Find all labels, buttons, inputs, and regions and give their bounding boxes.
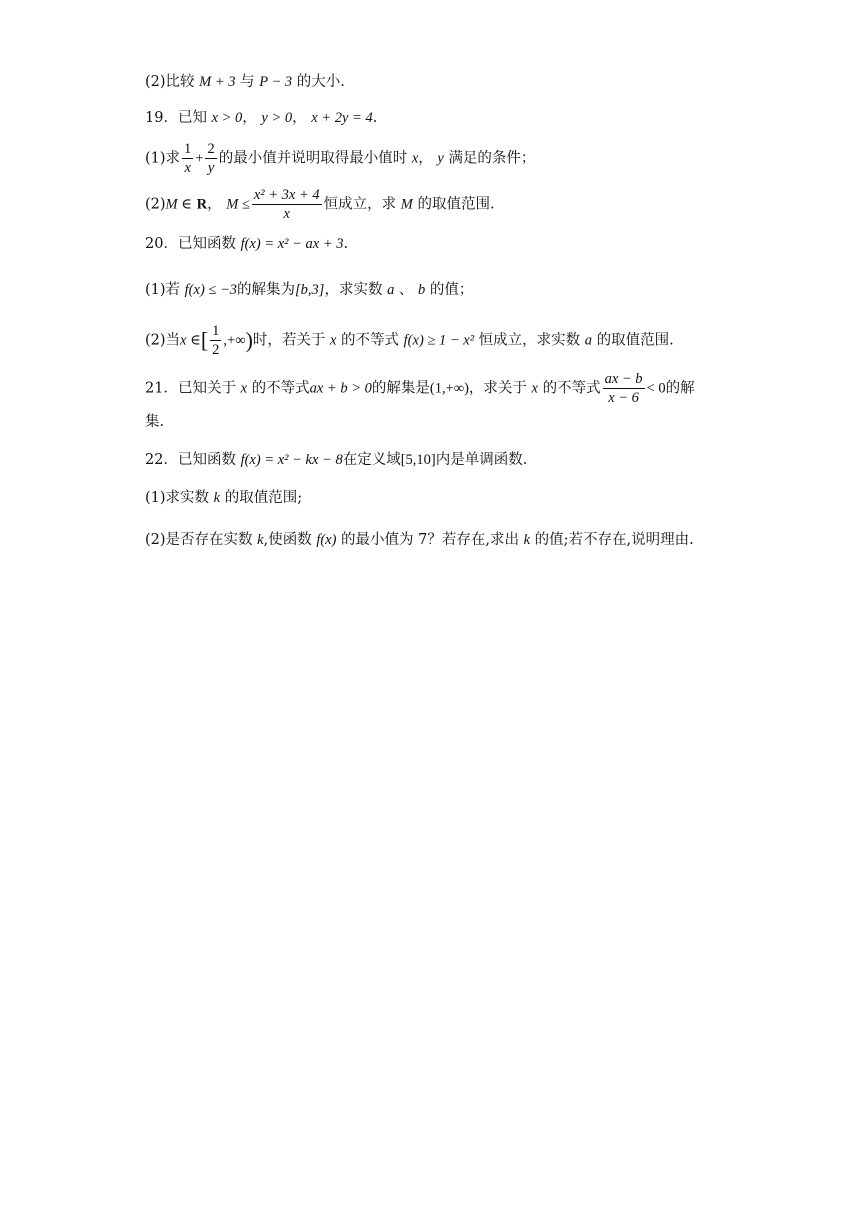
separator: 、 — [398, 282, 414, 298]
denominator: x — [283, 206, 290, 222]
math-expr: x > 0 — [211, 110, 243, 126]
numerator: x² + 3x + 4 — [253, 187, 320, 203]
part-label: (2)当 — [145, 332, 181, 349]
math-var: a — [584, 332, 593, 349]
real-set-symbol: R — [196, 196, 208, 213]
text: 在定义域 — [342, 452, 401, 468]
text: 的不等式 — [341, 332, 400, 349]
math-expr: y > 0 — [261, 110, 293, 126]
fraction — [205, 140, 216, 177]
question-number: 19．已知 — [145, 110, 207, 126]
part-label: (1)若 — [145, 282, 181, 298]
math-expr: < 0 — [646, 380, 666, 397]
math-expr: f(x) = x² − ax + 3 — [240, 236, 344, 252]
text: 的值;若不存在,说明理由. — [534, 532, 694, 548]
text: 的解集为 — [237, 282, 296, 298]
part-label: (2) — [145, 196, 166, 213]
denominator: x − 6 — [608, 390, 639, 406]
q21-continuation — [145, 412, 164, 432]
q20-part1 — [145, 280, 473, 300]
math-var: k — [213, 490, 221, 506]
numerator: 1 — [184, 141, 192, 157]
text: 集. — [145, 414, 165, 430]
part-label: (1)求 — [145, 150, 181, 167]
text: 恒成立，求 — [323, 196, 397, 213]
q21-stem — [145, 370, 695, 407]
separator: ， — [292, 110, 307, 126]
period: . — [372, 110, 378, 126]
question-number: 22．已知函数 — [145, 452, 236, 468]
text: 的取值范围. — [417, 196, 495, 213]
q20-part2: (2)当x ∈[ $\frac{1}{2}$ ,+∞)时，若关于 x 的不等式 f(x) ≥ 1 − x² 恒成立，求实数 a 的取值范围. — [145, 323, 674, 358]
text: 的不等式 — [542, 380, 601, 397]
text: 的解 — [665, 380, 695, 397]
text: 的取值范围; — [224, 490, 303, 506]
q19-part1: (1)求 $\frac{1}{x}$ + $\frac{2}{y}$ 的最小值并说明取得最小值时 x， y 满足的条件； — [145, 141, 536, 176]
math-expr: f(x) ≤ −3 — [184, 282, 238, 298]
math-expr: M + 3 — [199, 74, 236, 90]
math-expr: x ∈ — [180, 332, 201, 349]
math-expr: P − 3 — [259, 74, 293, 90]
q22-part2 — [145, 530, 694, 550]
fraction — [210, 322, 221, 359]
text: ,使函数 — [263, 532, 312, 548]
math-expr: x + 2y = 4 — [311, 110, 373, 126]
fraction — [182, 140, 193, 177]
math-var: M — [400, 196, 413, 213]
denominator: y — [207, 160, 215, 176]
q22-stem — [145, 450, 527, 470]
math-var: k — [257, 532, 264, 548]
question-number: 21．已知关于 — [145, 380, 236, 397]
part-label: (1)求实数 — [145, 490, 210, 506]
part-label: (2)比较 — [145, 74, 195, 90]
math-expr: M ∈ — [165, 196, 192, 213]
text: ，求关于 — [468, 380, 527, 397]
text: 的不等式 — [251, 380, 310, 397]
q20-stem — [145, 234, 348, 254]
math-expr: [b,3] — [295, 282, 325, 298]
text: 满足的条件； — [448, 150, 536, 167]
math-expr: f(x) — [316, 532, 337, 548]
math-expr: (1,+∞) — [429, 380, 469, 397]
q18-part2 — [145, 72, 345, 92]
q19-stem — [145, 108, 377, 128]
question-number: 20．已知函数 — [145, 236, 236, 252]
math-var: b — [418, 282, 426, 298]
math-expr: [5,10] — [400, 452, 436, 468]
math-expr: ax + b > 0 — [309, 380, 372, 397]
text: ，求实数 — [324, 282, 383, 298]
text: 恒成立，求实数 — [478, 332, 581, 349]
period: . — [343, 236, 349, 252]
denominator: 2 — [212, 342, 220, 358]
fraction — [603, 370, 645, 407]
numerator: 2 — [207, 141, 215, 157]
text: 内是单调函数. — [435, 452, 528, 468]
text: 的大小. — [296, 74, 345, 90]
fraction — [252, 186, 322, 223]
math-expr: ,+∞ — [223, 332, 246, 349]
numerator: ax − b — [604, 371, 643, 387]
text: 的解集是 — [371, 380, 430, 397]
q19-part2: (2)M ∈ R， M ≤ $\frac{\text{x² + 3x + 4}}{x}$ 恒成立，求 M 的取值范围. — [145, 187, 495, 222]
math-expr: M ≤ — [226, 196, 250, 213]
text: 时，若关于 — [252, 332, 326, 349]
text: 的最小值并说明取得最小值时 — [218, 150, 408, 167]
math-expr: f(x) ≥ 1 − x² — [403, 332, 475, 349]
math-var: x — [411, 150, 419, 167]
text: 的值； — [429, 282, 474, 298]
text: 的取值范围. — [596, 332, 674, 349]
math-var: x — [240, 380, 247, 397]
text: 与 — [240, 74, 255, 90]
part-label: (2)是否存在实数 — [145, 532, 253, 548]
math-var: y — [437, 150, 444, 167]
numerator: 1 — [212, 323, 220, 339]
math-var: x — [330, 332, 337, 349]
text: 的最小值为 7？若存在,求出 — [341, 532, 519, 548]
denominator: x — [184, 160, 191, 176]
separator: ， — [242, 110, 257, 126]
math-var: k — [523, 532, 531, 548]
math-expr: f(x) = x² − kx − 8 — [240, 452, 343, 468]
math-var: a — [387, 282, 395, 298]
math-var: x — [531, 380, 538, 397]
q22-part1 — [145, 488, 302, 508]
